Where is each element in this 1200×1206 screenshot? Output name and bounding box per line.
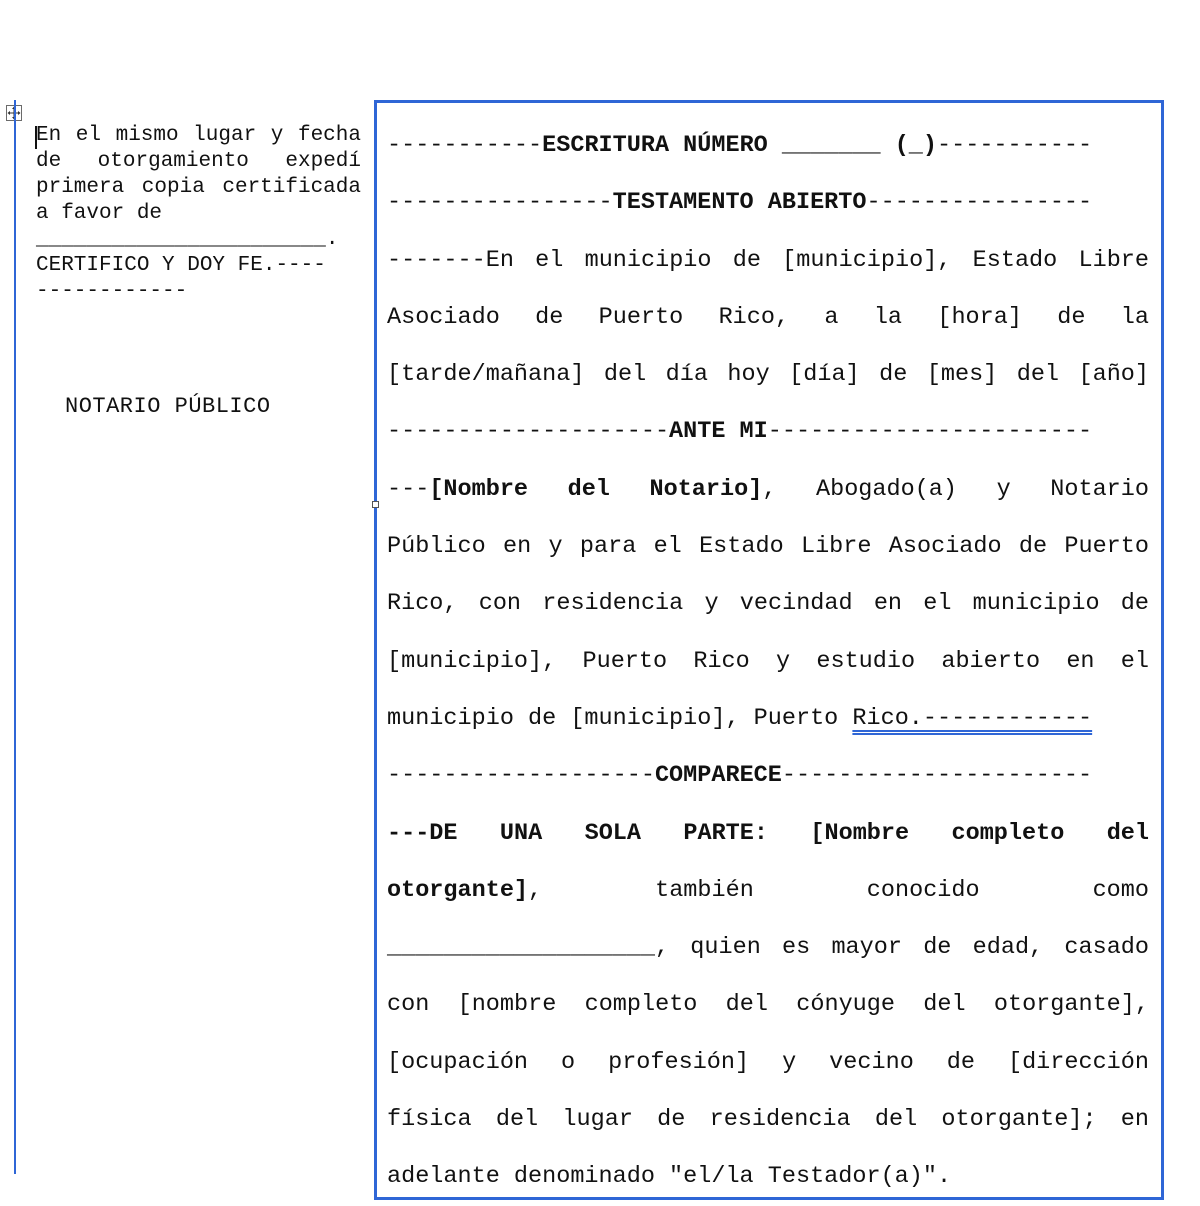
- testament-title-line[interactable]: ----------------TESTAMENTO ABIERTO----------------: [387, 189, 1093, 217]
- deed-paragraph-line[interactable]: Rico, con residencia y vecindad en el municipio de: [387, 590, 1149, 618]
- deed-paragraph-line[interactable]: con [nombre completo del cónyuge del otorgante],: [387, 991, 1149, 1019]
- table-left-border: [14, 100, 16, 1174]
- comparece-title: COMPARECE: [654, 762, 782, 790]
- comparece-line[interactable]: -------------------COMPARECE----------------------: [387, 762, 1093, 790]
- party-line[interactable]: otorgante], también conocido como: [387, 876, 1149, 904]
- certification-cell[interactable]: [36, 123, 361, 305]
- deed-paragraph-line[interactable]: -------En el municipio de [municipio], Estado Libre: [387, 246, 1149, 274]
- certifico-line[interactable]: CERTIFICO Y DOY FE.----: [36, 254, 326, 277]
- deed-paragraph-line[interactable]: ___________________, quien es mayor de edad, casado: [387, 934, 1149, 962]
- testament-title: TESTAMENTO ABIERTO: [612, 189, 867, 217]
- copy-recipient-blank[interactable]: _______________________.: [36, 228, 339, 251]
- notary-name-placeholder: [Nombre del Notario]: [429, 475, 763, 503]
- deed-paragraph-line[interactable]: municipio de [municipio], Puerto Rico.------------: [387, 704, 1093, 732]
- ante-mi-title: ANTE MI: [669, 418, 768, 446]
- ante-mi-line[interactable]: --------------------ANTE MI-----------------------: [387, 418, 1093, 446]
- deed-paragraph-line[interactable]: Público en y para el Estado Libre Asociado de Puerto: [387, 533, 1149, 561]
- deed-paragraph-line[interactable]: [municipio], Puerto Rico y estudio abierto en el: [387, 647, 1149, 675]
- party-label: ---DE UNA SOLA PARTE:: [387, 819, 768, 847]
- deed-body[interactable]: [387, 117, 1149, 1206]
- notary-name-line[interactable]: ---[Nombre del Notario], Abogado(a) y Notario: [387, 475, 1149, 503]
- deed-paragraph-line[interactable]: física del lugar de residencia del otorgante]; en: [387, 1106, 1149, 1134]
- notary-signature-label[interactable]: NOTARIO PÚBLICO: [65, 394, 271, 419]
- cell-resize-handle[interactable]: [372, 501, 379, 508]
- grantor-placeholder-end: otorgante]: [387, 876, 529, 904]
- certification-text[interactable]: En el mismo lugar y fecha de otorgamiento expedí primera copia certificada a favor de: [36, 124, 361, 225]
- party-line[interactable]: [387, 805, 1149, 862]
- grammar-flag[interactable]: Rico.------------: [852, 704, 1093, 732]
- deed-paragraph-line[interactable]: [tarde/mañana] del día hoy [día] de [mes] del [año]: [387, 361, 1149, 389]
- deed-paragraph-line[interactable]: [ocupación o profesión] y vecino de [dirección: [387, 1048, 1149, 1076]
- deed-paragraph-line[interactable]: adelante denominado "el/la Testador(a)".: [387, 1163, 952, 1191]
- grantor-name-placeholder: [Nombre completo del: [810, 819, 1149, 847]
- certification-dash-line[interactable]: ------------: [36, 280, 188, 303]
- deed-number-title: ESCRITURA NÚMERO _______ (_): [542, 132, 938, 159]
- deed-paragraph-line[interactable]: Asociado de Puerto Rico, a la [hora] de la: [387, 303, 1149, 331]
- deed-number-line[interactable]: -----------ESCRITURA NÚMERO _______ (_)-----------: [387, 132, 1093, 159]
